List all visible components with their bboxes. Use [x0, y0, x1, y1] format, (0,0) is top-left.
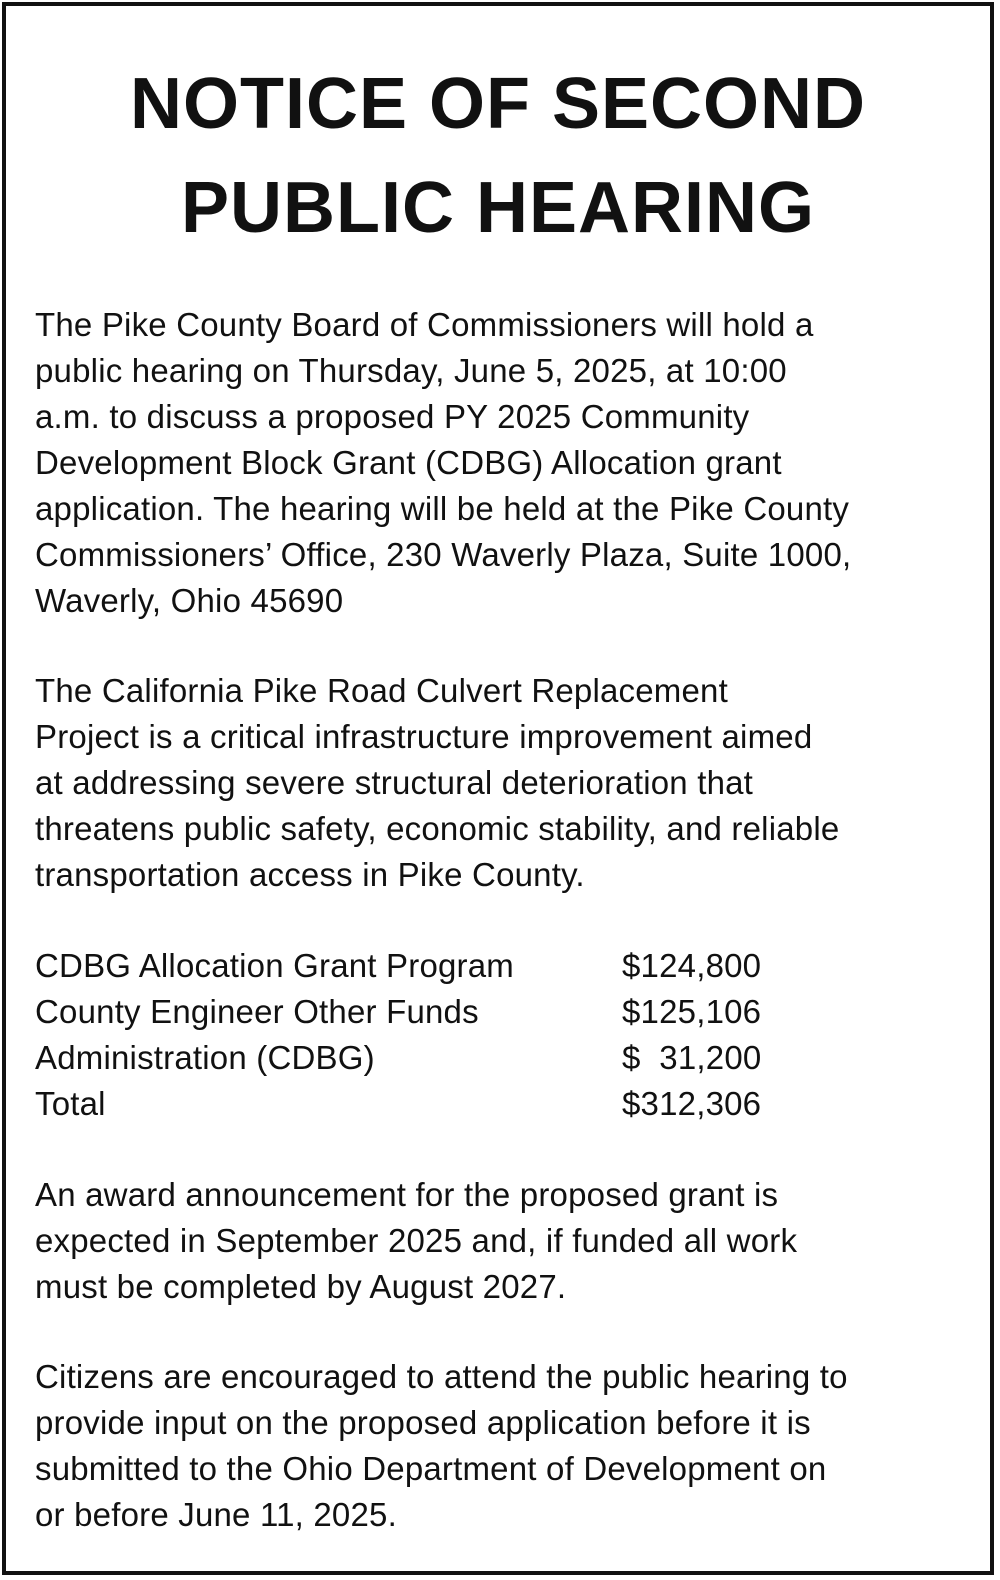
budget-row	[35, 1035, 965, 1081]
budget-row	[35, 989, 965, 1035]
budget-total-row	[35, 1081, 965, 1127]
budget-label: Total	[35, 1085, 106, 1122]
project-description-paragraph	[35, 668, 965, 898]
text-line: or before June 11, 2025.	[35, 1496, 397, 1533]
citizen-invitation-paragraph	[35, 1354, 965, 1538]
text-line: expected in September 2025 and, if funded all work	[35, 1222, 798, 1259]
text-line: Development Block Grant (CDBG) Allocation grant	[35, 444, 782, 481]
award-timeline-paragraph	[35, 1172, 965, 1310]
budget-amount: $312,306	[622, 1085, 762, 1122]
text-line: at addressing severe structural deterioration that	[35, 764, 754, 801]
budget-label: CDBG Allocation Grant Program	[35, 947, 514, 984]
budget-amount: $124,800	[622, 947, 762, 984]
text-line: application. The hearing will be held at the Pike County	[35, 490, 850, 527]
budget-label: Administration (CDBG)	[35, 1039, 375, 1076]
text-line: transportation access in Pike County.	[35, 856, 585, 893]
text-line: must be completed by August 2027.	[35, 1268, 567, 1305]
text-line: Waverly, Ohio 45690	[35, 582, 344, 619]
text-line: The Pike County Board of Commissioners will hold a	[35, 306, 814, 343]
notice-title	[6, 52, 990, 260]
budget-table	[35, 943, 965, 1127]
text-line: Citizens are encouraged to attend the public hearing to	[35, 1358, 848, 1395]
title-line: PUBLIC HEARING	[180, 168, 815, 248]
text-line: threatens public safety, economic stability, and reliable	[35, 810, 840, 847]
budget-amount: $125,106	[622, 993, 762, 1030]
public-notice	[2, 2, 994, 1575]
text-line: public hearing on Thursday, June 5, 2025, at 10:00	[35, 352, 787, 389]
title-line: NOTICE OF SECOND	[129, 64, 867, 144]
budget-row	[35, 943, 965, 989]
budget-amount: $ 31,200	[622, 1039, 762, 1076]
text-line: a.m. to discuss a proposed PY 2025 Community	[35, 398, 750, 435]
text-line: submitted to the Ohio Department of Development on	[35, 1450, 827, 1487]
budget-label: County Engineer Other Funds	[35, 993, 479, 1030]
text-line: Commissioners’ Office, 230 Waverly Plaza, Suite 1000,	[35, 536, 852, 573]
text-line: The California Pike Road Culvert Replacement	[35, 672, 728, 709]
text-line: An award announcement for the proposed grant is	[35, 1176, 779, 1213]
text-line: Project is a critical infrastructure improvement aimed	[35, 718, 813, 755]
text-line: provide input on the proposed application before it is	[35, 1404, 811, 1441]
hearing-details-paragraph	[35, 302, 965, 624]
